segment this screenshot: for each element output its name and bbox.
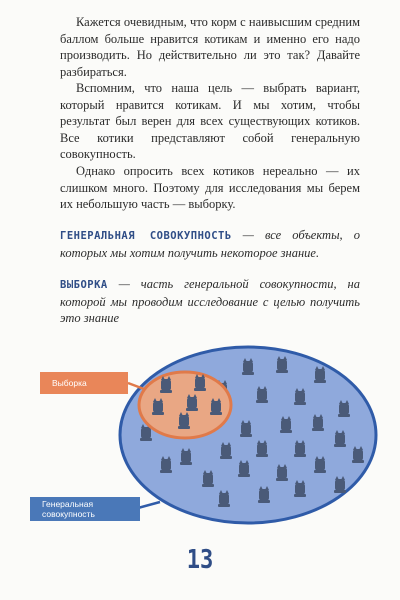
term-sample: ВЫБОРКА [60,279,108,291]
definition-population [60,227,360,261]
sample-label: Выборка [40,372,128,394]
page-number: 13 [186,545,214,575]
population-label: Генеральная совокупность [30,497,140,521]
definition-population-text: — все объекты, о которых мы хотим получить некоторое знание. [60,228,360,260]
paragraph-3: Однако опросить всех котиков нереально — их слишком много. Поэтому для исследования мы берем их небольшую часть — выборку. [60,164,360,211]
paragraph-2: Вспомним, что наша цель — выбрать вариант, который нравится котикам. И мы хотим, чтобы результат был верен для всех существующих котиков. Все котики представляют собой генеральную совокупность. [60,81,360,161]
definition-sample [60,276,360,327]
paragraph-1: Кажется очевидным, что корм с наивысшим средним баллом больше нравится котикам и именно его надо производить. Но действительно ли это так? Давайте разбираться. [60,15,360,79]
term-population: ГЕНЕРАЛЬНАЯ СОВОКУПНОСТЬ [60,230,232,242]
population-pointer-line [138,502,160,508]
definition-sample-text: — часть генеральной совокупности, на которой мы проводим исследование с целью получить это знание [60,277,360,325]
